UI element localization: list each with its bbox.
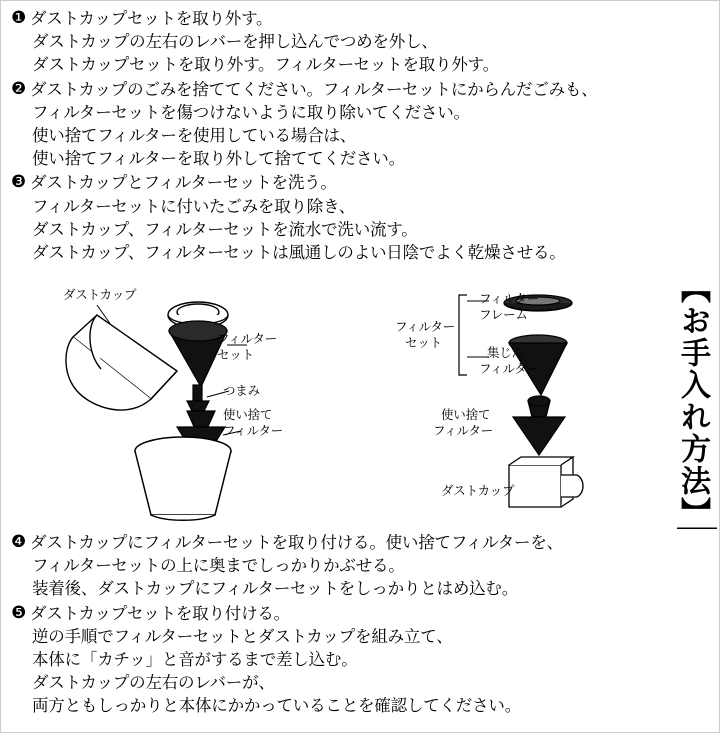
- knob-drawing: [187, 385, 209, 411]
- step-5-number: ❺: [11, 602, 27, 623]
- step-1-line-1: ダストカップセットを取り外す。: [30, 9, 273, 28]
- label-filter-set-right-2: セット: [405, 335, 442, 350]
- steps-bottom: [11, 531, 711, 719]
- step-3-number: ❸: [11, 172, 27, 193]
- step-1-line-2: ダストカップの左右のレバーを押し込んでつめを外し、: [32, 32, 438, 52]
- label-disposable-filter-left-2: フィルター: [223, 423, 284, 438]
- step-1-line-3: ダストカップセットを取り外す。フィルターセットを取り外す。: [32, 55, 499, 75]
- step-2-lines: [30, 78, 711, 171]
- label-disposable-filter-left-1: 使い捨て: [223, 407, 273, 422]
- step-2-line-4: 使い捨てフィルターを取り外して捨ててください。: [32, 149, 405, 169]
- step-1: [11, 7, 711, 77]
- step-5-line-3: 本体に「カチッ」と音がするまで差し込む。: [32, 650, 358, 670]
- step-4-line-1: ダストカップにフィルターセットを取り付ける。使い捨てフィルターを、: [30, 533, 563, 552]
- label-dust-filter-1: 集じん: [487, 345, 524, 360]
- parts-diagram: [1, 279, 720, 529]
- step-5-line-1: ダストカップセットを取り付ける。: [30, 603, 290, 623]
- label-dust-filter-2: フィルター: [479, 361, 540, 376]
- step-1-number: ❶: [11, 8, 27, 28]
- label-dust-cup-right: ダストカップ: [441, 483, 515, 498]
- dust-cup-shell-drawing: [66, 315, 177, 410]
- step-5-line-5: 両方ともしっかりと本体にかかっていることを確認してください。: [32, 696, 522, 716]
- step-4-lines: [30, 531, 711, 601]
- step-3-line-2: フィルターセットに付いたごみを取り除き、: [32, 196, 356, 216]
- label-disposable-filter-right-1: 使い捨て: [441, 407, 491, 422]
- label-knob: つまみ: [223, 383, 260, 398]
- step-5: [11, 602, 711, 718]
- step-3-line-1: ダストカップとフィルターセットを洗う。: [30, 173, 337, 193]
- disposable-filter-part-drawing: [513, 396, 565, 455]
- step-4-line-3: 装着後、ダストカップにフィルターセットをしっかりとはめ込む。: [32, 579, 519, 599]
- step-5-line-4: ダストカップの左右のレバーが、: [32, 673, 275, 693]
- label-filter-set-left-2: セット: [217, 347, 254, 362]
- step-3-line-3: ダストカップ、フィルターセットを流水で洗い流す。: [32, 219, 418, 239]
- filter-set-bracket: [459, 295, 467, 375]
- label-filter-frame-2: フレーム: [479, 307, 528, 322]
- dust-cup-part-drawing: [509, 457, 583, 507]
- step-5-lines: [30, 602, 711, 718]
- step-3: [11, 171, 711, 264]
- step-3-line-4: ダストカップ、フィルターセットは風通しのよい日陰でよく乾燥させる。: [32, 243, 566, 263]
- step-2-line-1: ダストカップのごみを捨ててください。フィルターセットにからんだごみも、: [30, 79, 598, 99]
- steps-top: [11, 7, 711, 265]
- label-disposable-filter-right-2: フィルター: [433, 423, 494, 438]
- step-1-lines: [30, 7, 711, 77]
- step-2: [11, 78, 711, 171]
- step-4-line-2: フィルターセットの上に奥までしっかりかぶせる。: [32, 556, 405, 576]
- dust-cup-bucket-drawing: [135, 437, 231, 520]
- step-2-number: ❷: [11, 78, 27, 99]
- step-3-lines: [30, 171, 711, 264]
- section-title-vertical: 【お手入れ方法】: [675, 273, 710, 529]
- label-filter-frame-1: フィルター: [479, 291, 540, 306]
- parts-diagram-svg: [1, 279, 720, 529]
- step-4: [11, 531, 711, 601]
- step-2-line-2: フィルターセットを傷つけないように取り除いてください。: [32, 102, 470, 122]
- label-filter-set-right-1: フィルター: [395, 319, 456, 334]
- label-dust-cup-left: ダストカップ: [63, 287, 137, 302]
- step-4-number: ❹: [11, 532, 27, 552]
- label-filter-set-left-1: フィルター: [217, 331, 278, 346]
- step-2-line-3: 使い捨てフィルターを使用している場合は、: [32, 126, 357, 146]
- step-5-line-2: 逆の手順でフィルターセットとダストカップを組み立て、: [32, 626, 453, 646]
